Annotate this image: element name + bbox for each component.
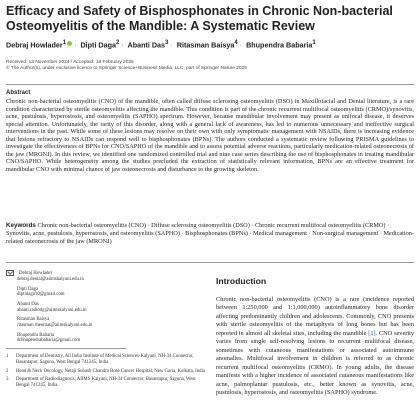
affiliation-number: 3 xyxy=(6,377,9,383)
abstract-divider xyxy=(6,262,414,263)
author-affiliation-number: 4 xyxy=(234,40,238,46)
title-line-1: Efficacy and Safety of Bisphosphonates in Chronic Non-bacterial xyxy=(6,4,393,18)
contact-name: Debraj Howlader xyxy=(19,271,53,277)
affiliation-entry xyxy=(6,377,206,388)
author-affiliation-number: 2 xyxy=(116,40,120,46)
author-name[interactable]: Debraj Howlader xyxy=(6,40,63,50)
contact-name: Abanti Das xyxy=(17,301,39,307)
header-divider xyxy=(6,84,414,85)
affiliation-text: Department of Dentistry, All India Institute of Medical Sciences-Kalyani, NH-34 Connector, Basantapur, Saguna, West Bengal 741245, India xyxy=(16,354,194,365)
introduction-text xyxy=(216,296,414,420)
author-list xyxy=(6,40,416,49)
abstract-text: Chronic non-bacterial osteomyelitis (CNO) of the mandible, often called diffuse sclerosing osteomyelitis (DSO) in Maxillofacial and Dental literature, is a rare condition characterized by sterile osteomyelitis affecting the mandible. This condition is part of the chronic recurrent multifocal osteomyelitis (CRMO)/synovitis, acne, pustulosis, hyperostosis, and osteomyelitis (SAPHO) spectrum. However, because mandibular involvement may present as unifocal disease, it deserves special attention. Unfortunately, the rarity of this disorder, along with a general lack of awareness, has led to numerous unnecessary and ineffective surgical interventions in the past. While some of these lesions may resolve on their own with only symptomatic management with NSAIDs, there is increasing evidence that lesions refractory to NSAIDs can respond well to bisphosphonates (BPNs). The authors conducted a systematic review following PRISMA guidelines to investigate the effectiveness of BPNs for CNO/SAPHO of the mandible and to assess potential adverse reactions, particularly medication-related osteonecrosis of the jaw (MRONJ). In this review, we identified one randomized controlled trial and nine case series describing the use of bisphosphonates in treating mandibular CNO/SAPHO. While heterogeneity among the studies precluded the extraction of statistically relevant information, BPNs are an effective treatment for mandibular CNO with minimal chance of jaw osteonecrosis and disturbance to the growing skeleton. xyxy=(6,98,414,173)
contact-name: Bhupendra Babaria xyxy=(17,332,55,338)
author-name[interactable]: Ritasman Baisya xyxy=(176,40,235,50)
affiliation-text: Department of Radiodiagnosis, AIIMS Kalyani, NH-34 Connector, Basantapur, Saguna, West Bengal 741245, India xyxy=(16,377,196,388)
affiliation-entry xyxy=(6,354,206,365)
article-history xyxy=(6,60,416,72)
affiliation-entry xyxy=(6,369,206,375)
copyright-line: © The Author(s), under exclusive licence to Springer Science+Business Media, LLC, part of Springer Nature 2025 xyxy=(6,66,247,71)
citation-link[interactable]: [1] xyxy=(368,329,376,337)
contact-email[interactable]: ritasman.rheumat@aiimskalyani.edu.in xyxy=(17,323,93,329)
author-affiliation-number: 3 xyxy=(165,40,169,46)
contact-email[interactable]: debraj.dental@aiimskalyani.edu.in xyxy=(17,276,84,282)
contact-entry xyxy=(6,270,206,283)
intro-paragraph-part: . CNO severity varies from single self-resolving lesions to recurrent multifocal disease, sometimes with cutaneous manifestations or associated autoimmune anomalies. Multifocal involvement in children is referred to as chronic recurrent multifocal osteomyelitis (CRMO). In young adults, the disease manifests with a higher incidence of associated cutaneous manifestations like acne, palmoplantar pustulosis, etc., better known as synovitis, acne, pustulosis, hyperostosis, and osteomyelitis (SAPHO) syndrome. xyxy=(216,329,414,396)
received-accepted-dates: Received: 13 November 2024 / Accepted: 18 February 2025 xyxy=(6,60,134,65)
author-separator: · xyxy=(170,40,173,50)
contact-email[interactable]: drbhupendrababaria@gmail.com xyxy=(17,338,81,344)
contact-entry xyxy=(6,317,206,328)
affiliation-text: Head & Neck Oncology, Netaji Subash Chandra Bose Cancer Hospital, New Garia, Kolkata, India xyxy=(16,368,205,374)
affiliation-number: 2 xyxy=(6,368,9,374)
keywords-text: Chronic non-bacterial osteomyelitis (CNO) · Diffuse sclerosing osteomyelitis (DSO) · Chronic recurrent multifocal osteomyelitis (CRMO) · Synovitis, acne, pustulosis, hyperostosis, and osteomyelitis (SAPHO) · Bisphosphonates (BPNs) · Medical management · Non-surgical management · Medication-related osteonecrosis of the jaw (MRONJ) xyxy=(6,222,414,245)
author-name[interactable]: Abanti Das xyxy=(127,40,166,50)
contact-email[interactable]: abanti.radiodg@aiimskalyani.edu.in xyxy=(17,307,87,313)
keywords-block xyxy=(6,222,414,245)
envelope-icon xyxy=(6,270,14,276)
title-line-2: Osteomyelitis of the Mandible: A Systematic Review xyxy=(6,19,315,33)
contact-name: Dipti Daga xyxy=(17,286,39,292)
affiliation-divider xyxy=(6,348,126,349)
author-name[interactable]: Bhupendra Babaria xyxy=(246,40,313,50)
keywords-label: Keywords xyxy=(6,222,36,229)
author-separator: · xyxy=(239,40,243,50)
correspondence-and-affiliations xyxy=(6,270,206,392)
contact-entry xyxy=(6,333,206,344)
contact-entry xyxy=(6,287,206,298)
affiliation-number: 1 xyxy=(6,354,9,360)
author-affiliation-number: 1 xyxy=(312,40,316,46)
contact-email[interactable]: diptidaga10@gmail.com xyxy=(17,292,65,298)
author-affiliation-number: 1 xyxy=(62,40,67,46)
abstract-heading: Abstract xyxy=(6,90,31,96)
article-title xyxy=(6,4,406,34)
author-separator: · xyxy=(74,40,77,50)
intro-paragraph-part: Chronic non-bacterial osteomyelitis (CNO) is a rare (incidence reported between 1:250,000 and 1:1,000,000) autoinflammatory bone disorder affecting predominantly children and adolescents. Commonly, CNO presents with sterile osteomyelitis of the metaphysis of long bones but has been reported in almost all skeletal sites, including the mandible xyxy=(216,296,414,337)
contact-entry xyxy=(6,302,206,313)
author-name[interactable]: Dipti Daga xyxy=(80,40,117,50)
introduction-heading: Introduction xyxy=(216,276,267,286)
contact-name: Ritasman Baisya xyxy=(17,317,50,323)
author-separator: · xyxy=(121,40,124,50)
